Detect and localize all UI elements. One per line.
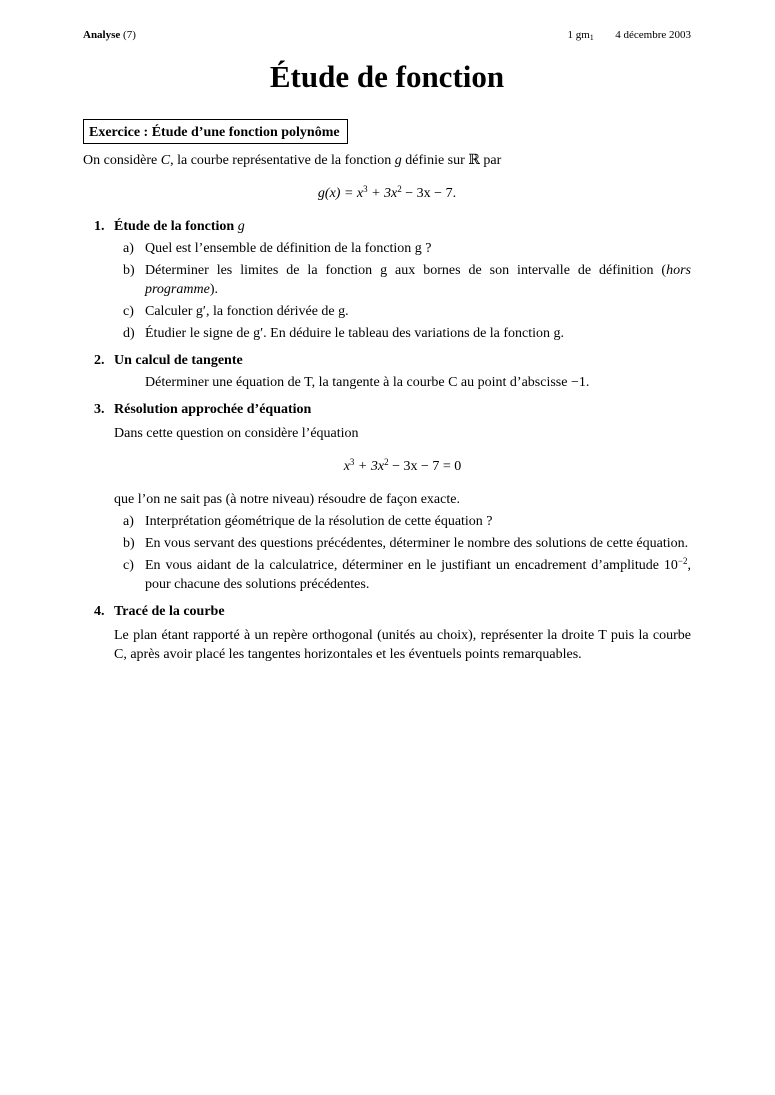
intro-text-1: On considère — [83, 153, 161, 168]
question-1-number: 1. — [94, 219, 105, 234]
equation-g — [83, 184, 691, 203]
question-1b-italic: hors programme — [145, 263, 691, 297]
question-3a-letter: a) — [123, 514, 134, 529]
intro-text-2: , la courbe représentative de la fonction — [170, 153, 395, 168]
question-3-intro: Dans cette question on considère l’équation — [114, 426, 359, 441]
header-right — [567, 26, 691, 45]
question-3b — [114, 534, 691, 553]
question-1c-text: Calculer g′, la fonction dérivée de g. — [145, 304, 349, 319]
question-4 — [83, 602, 691, 664]
question-3a-text: Interprétation géométrique de la résolution de cette équation ? — [145, 514, 493, 529]
question-3c — [114, 556, 691, 594]
question-1a — [114, 239, 691, 258]
question-3b-text: En vous servant des questions précédentes, déterminer le nombre des solutions de cette équation. — [145, 536, 689, 551]
equation-g-power-2: 2 — [397, 184, 402, 194]
question-3c-letter: c) — [123, 558, 134, 573]
header-left — [83, 26, 136, 45]
question-2-title: Un calcul de tangente — [114, 353, 243, 368]
question-2-number: 2. — [94, 353, 105, 368]
header-class: 1 gm — [567, 29, 590, 41]
question-2 — [83, 351, 691, 392]
header-date: 4 décembre 2003 — [615, 29, 691, 41]
intro-paragraph — [83, 151, 691, 170]
question-1d-text: Étudier le signe de g′. En déduire le tableau des variations de la fonction g. — [145, 326, 565, 341]
header-subject: Analyse — [83, 29, 121, 41]
question-1-title-var: g — [237, 219, 245, 234]
equation-h-x: x — [343, 459, 350, 474]
question-1b — [114, 261, 691, 299]
question-1 — [83, 217, 691, 343]
exercise-title-box: Exercice : Étude d’une fonction polynôme — [83, 119, 348, 144]
question-1c — [114, 302, 691, 321]
equation-g-power-3: 3 — [363, 184, 368, 194]
equation-g-lhs: g(x) = x — [317, 186, 364, 201]
page-title: Étude de fonction — [269, 59, 505, 94]
question-3c-text-1: En vous aidant de la calculatrice, déterminer en le justifiant un encadrement d’amplitude 10 — [145, 558, 678, 573]
header-number: (7) — [123, 29, 136, 41]
header-class-sub: 1 — [589, 33, 594, 42]
question-1a-text: Quel est l’ensemble de définition de la fonction g ? — [145, 241, 432, 256]
question-3 — [83, 400, 691, 594]
question-3a — [114, 512, 691, 531]
question-3-after: que l’on ne sait pas (à notre niveau) résoudre de façon exacte. — [114, 492, 460, 507]
question-3-title: Résolution approchée d’équation — [114, 402, 312, 417]
question-1-title — [114, 217, 691, 236]
question-4-number: 4. — [94, 604, 105, 619]
equation-g-rhs: − 3x − 7. — [401, 186, 457, 201]
question-1b-letter: b) — [123, 263, 135, 278]
intro-function-var: g — [394, 153, 402, 168]
question-3c-exponent: −2 — [677, 556, 688, 566]
question-1d — [114, 324, 691, 343]
question-1c-letter: c) — [123, 304, 134, 319]
question-1d-letter: d) — [123, 326, 135, 341]
intro-curve-var: C — [160, 153, 171, 168]
question-1a-letter: a) — [123, 241, 134, 256]
question-1-title-text: Étude de la fonction — [114, 219, 238, 234]
question-3b-letter: b) — [123, 536, 135, 551]
intro-text-3: définie sur ℝ par — [401, 153, 502, 168]
page-header — [83, 26, 691, 42]
question-3-number: 3. — [94, 402, 105, 417]
question-1b-text: Déterminer les limites de la fonction g aux bornes de son intervalle de définition ( — [145, 263, 667, 278]
equation-h-rhs: − 3x − 7 = 0 — [388, 459, 462, 474]
equation-h — [114, 457, 691, 476]
equation-h-power-2: 2 — [384, 457, 389, 467]
equation-h-mid: + 3x — [354, 459, 385, 474]
question-1b-end: ). — [209, 282, 218, 297]
question-2-text: Déterminer une équation de T, la tangente à la courbe C au point d’abscisse −1. — [145, 375, 590, 390]
question-4-title: Tracé de la courbe — [114, 604, 225, 619]
equation-h-power-3: 3 — [349, 457, 355, 467]
document-body — [83, 151, 691, 664]
question-4-text: Le plan étant rapporté à un repère orthogonal (unités au choix), représenter la droite T puis la courbe C, après avoir placé les tangentes horizontales et les éventuels points remarquables. — [114, 628, 691, 662]
question-3c-text-2: , pour chacune des solutions précédentes. — [145, 558, 691, 592]
equation-g-mid: + 3x — [367, 186, 398, 201]
